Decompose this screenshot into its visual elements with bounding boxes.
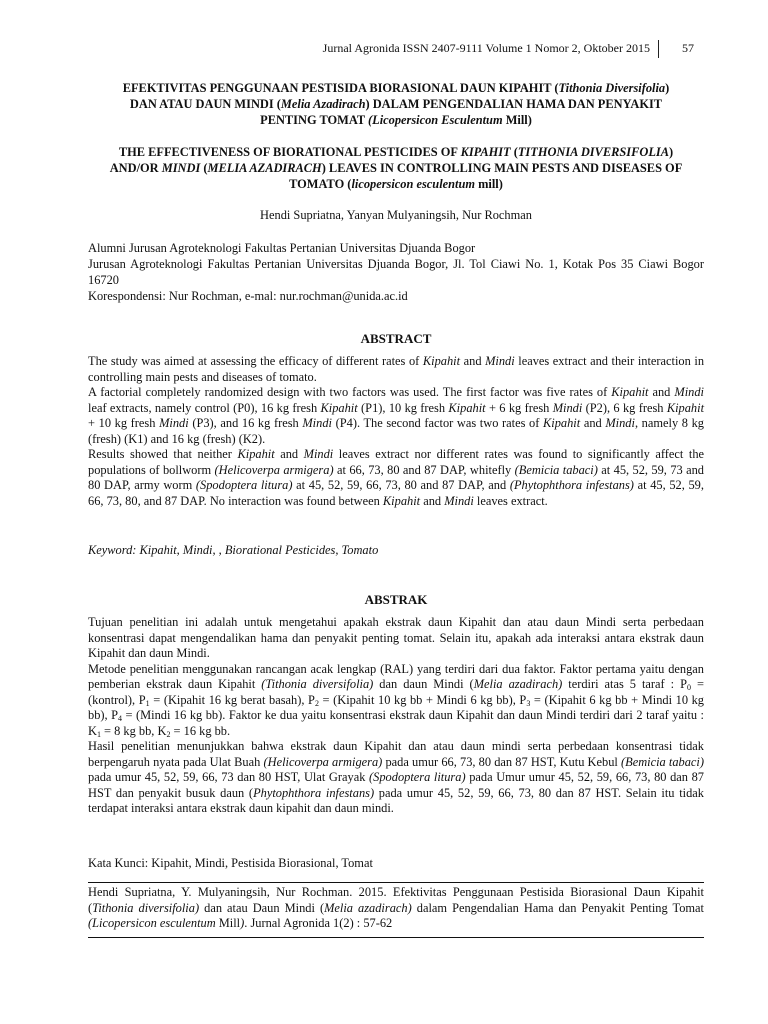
affiliation-line: Alumni Jurusan Agroteknologi Fakultas Pertanian Universitas Djuanda Bogor	[88, 241, 476, 255]
body-text: Metode penelitian menggunakan rancangan acak lengkap (RAL) yang terdiri dari dua faktor. Faktor pertama yaitu dengan pemberian ekstrak daun Kipahit	[88, 661, 704, 691]
body-text: , namely 8 kg (fresh) (K1) and 16 kg (fresh) (K2).	[88, 416, 705, 446]
body-text: A factorial completely randomized design with two factors was used. The first factor was five rates of	[88, 385, 612, 399]
title-id-line-2	[88, 96, 704, 112]
title-text: KIPAHIT	[460, 145, 511, 159]
italic-text: (Helicoverpa armigera)	[214, 462, 334, 477]
abstract-body	[88, 354, 704, 509]
body-text: leaf extracts, namely control (P0), 16 kg fresh	[88, 400, 321, 415]
body-text: and	[274, 447, 304, 461]
body-text: leaves extract.	[473, 493, 548, 508]
body-text: (P1), 10 kg fresh	[357, 400, 449, 415]
italic-text: Mindi	[552, 400, 583, 415]
body-text: = (Kipahit 6 kg bb + Mindi 10 kg bb), P	[88, 692, 704, 722]
abstract-heading: ABSTRACT	[360, 331, 432, 346]
body-text: (P4). The second factor was two rates of	[331, 416, 543, 430]
body-text: Hendi Supriatna, Y. Mulyaningsih, Nur Rochman. 2015. Efektivitas Penggunaan Pestisida Biorasional Daun Kipahit (	[88, 885, 704, 915]
italic-text: )	[240, 916, 245, 930]
journal-header: Jurnal Agronida ISSN 2407-9111 Volume 1 Nomor 2, Oktober 2015	[322, 41, 650, 55]
body-text: (P2), 6 kg fresh	[582, 400, 667, 415]
title-text: PENTING TOMAT	[260, 113, 368, 127]
italic-text: Kipahit	[237, 447, 275, 461]
body-text: dalam Pengendalian Hama dan Penyakit Penting Tomat	[411, 900, 704, 915]
body-text: Mill	[215, 916, 241, 930]
italic-text: Kipahit	[448, 400, 486, 415]
title-id-line-3	[88, 112, 704, 128]
title-text: )	[527, 113, 532, 127]
affiliation-line: Jurusan Agroteknologi Fakultas Pertanian Universitas Djuanda Bogor, Jl. Tol Ciawi No. 1, Kotak Pos 35 Ciawi Bogor 16720	[88, 257, 704, 287]
title-text: EFEKTIVITAS PENGGUNAAN PESTISIDA BIORASIONAL DAUN KIPAHIT (	[122, 81, 559, 95]
body-text: = (Kipahit 10 kg bb + Mindi 6 kg bb), P	[318, 692, 527, 707]
correspondence: Korespondensi: Nur Rochman, e-mal: nur.rochman@unida.ac.id	[88, 289, 408, 303]
italic-text: Tithonia diversifolia)	[92, 900, 200, 915]
subscript-text: 0	[687, 683, 691, 692]
affiliations	[88, 240, 704, 304]
title-text: MINDI	[161, 161, 201, 175]
italic-text: Phytophthora infestans)	[253, 785, 375, 800]
italic-text: (Tithonia diversifolia)	[261, 677, 374, 691]
body-text: and	[648, 385, 675, 399]
italic-text: (Bemicia tabaci)	[621, 754, 705, 769]
abstract-paragraph	[88, 354, 704, 385]
body-text: at 45, 52, 59, 73 and 80 DAP, army worm	[88, 462, 705, 492]
italic-text: Mindi	[605, 416, 635, 430]
italic-text: Mindi	[303, 447, 334, 461]
abstract-paragraph	[88, 447, 704, 509]
body-text: pada umur 66, 73, 80 dan 87 HST, Kutu Kebul	[382, 754, 622, 769]
title-en-line-2	[88, 160, 704, 176]
title-text: )	[665, 81, 670, 95]
citation-top-rule	[88, 882, 704, 883]
italic-text: Mindi	[444, 493, 474, 508]
body-text: = 16 kg bb.	[170, 723, 231, 738]
subscript-text: 1	[96, 729, 101, 739]
title-text: ) LEAVES IN CONTROLLING MAIN PESTS AND DISEASES OF	[321, 161, 683, 175]
italic-text: (Phytophthora infestans)	[509, 478, 634, 492]
title-text: TOMATO (	[289, 177, 352, 191]
body-text: + 10 kg fresh	[88, 416, 160, 430]
italic-text: (Spodoptera litura)	[369, 770, 466, 784]
body-text: at 66, 73, 80 and 87 DAP, whitefly	[333, 462, 515, 477]
body-text: and	[460, 354, 486, 368]
body-text: leaves extract and their interaction in controlling main pests and diseases of tomato.	[88, 354, 705, 384]
body-text: pada umur 45, 52, 59, 66, 73, 80 dan 87 HST. Selain itu tidak terdapat interaksi antara ekstrak daun kipahit dan daun mindi.	[88, 785, 704, 815]
page-number: 57	[682, 41, 694, 55]
italic-text: Mindi	[485, 354, 515, 368]
title-text: MELIA AZADIRACH	[207, 161, 322, 175]
title-text: TITHONIA DIVERSIFOLIA	[517, 145, 669, 159]
body-text: and	[420, 493, 445, 508]
title-id-line-1	[88, 80, 704, 96]
title-text: Mill	[502, 113, 528, 127]
citation	[88, 885, 704, 932]
running-header	[88, 40, 704, 60]
italic-text: (Spodoptera litura)	[195, 478, 293, 492]
author-list: Hendi Supriatna, Yanyan Mulyaningsih, Nur Rochman	[260, 208, 532, 222]
abstrak-paragraph	[88, 662, 704, 740]
title-text: DAN ATAU DAUN MINDI (	[129, 97, 281, 111]
body-text: The study was aimed at assessing the efficacy of different rates of	[88, 354, 423, 368]
italic-text: Melia azadirach)	[473, 677, 563, 691]
abstrak-paragraph	[88, 739, 704, 817]
title-text: Melia Azadirach	[280, 97, 366, 111]
title-text: (Licopersicon Esculentum	[368, 113, 503, 127]
title-en-line-1	[88, 144, 704, 160]
abstract-paragraph	[88, 385, 704, 447]
subscript-text: 1	[145, 698, 150, 708]
body-text: dan daun Mindi (	[373, 677, 474, 691]
body-text: = (Kipahit 16 kg berat basah), P	[149, 692, 315, 707]
title-indonesian	[88, 80, 704, 128]
title-text: ) DALAM PENGENDALIAN HAMA DAN PENYAKIT	[365, 97, 663, 111]
body-text: dan atau Daun Mindi (	[199, 900, 325, 915]
italic-text: Melia azadirach)	[324, 900, 412, 915]
body-text: Hasil penelitian menunjukkan bahwa ekstrak daun Kipahit dan atau daun mindi serta perbedaan konsentrasi tidak berpengaruh nyata pada Ulat Buah	[88, 739, 704, 769]
body-text: terdiri atas 5 taraf : P	[562, 677, 687, 691]
title-text: licopersicon esculentum	[351, 177, 475, 191]
body-text: at 45, 52, 59, 66, 73, 80, and 87 DAP. No interaction was found between	[88, 478, 704, 508]
title-text: (	[200, 161, 208, 175]
subscript-text: 2	[314, 698, 319, 708]
italic-text: Kipahit	[422, 354, 461, 368]
title-english	[88, 144, 704, 192]
title-text: Tithonia Diversifolia	[558, 81, 666, 95]
body-text: at 45, 52, 59, 66, 73, 80 and 87 DAP, and	[292, 478, 510, 492]
subscript-text: 2	[166, 729, 171, 739]
title-en-line-3	[88, 176, 704, 192]
italic-text: Kipahit	[320, 400, 358, 415]
body-text: pada umur 45, 52, 59, 66, 73 dan 80 HST, Ulat Grayak	[88, 770, 370, 784]
keywords-en: Keyword: Kipahit, Mindi, , Biorational Pesticides, Tomato	[88, 543, 379, 557]
italic-text: Kipahit	[666, 400, 705, 415]
abstrak-paragraph	[88, 615, 704, 662]
body-text: = (Mindi 16 kg bb). Faktor ke dua yaitu konsentrasi ekstrak daun Kipahit dan daun Mindi terdiri dari 2 taraf yaitu : K	[88, 708, 704, 738]
title-text: mill)	[475, 177, 503, 191]
italic-text: Mindi	[159, 416, 189, 430]
italic-text: Kipahit	[611, 385, 649, 399]
citation-bottom-rule	[88, 937, 704, 938]
body-text: (P3), and 16 kg fresh	[188, 416, 303, 430]
title-text: THE EFFECTIVENESS OF BIORATIONAL PESTICIDES OF	[118, 145, 461, 159]
italic-text: Kipahit	[382, 493, 421, 508]
body-text: leaves extract nor different rates was found to significantly affect the populations of bollworm	[88, 447, 705, 477]
italic-text: (Licopersicon esculentum	[88, 916, 216, 930]
title-text: (	[510, 145, 518, 159]
body-text: pada Umur umur 45, 52, 59, 66, 73, 80 dan 87 HST dan penyakit busuk daun (	[88, 770, 704, 800]
italic-text: (Bemicia tabaci)	[514, 462, 598, 477]
header-divider	[658, 40, 659, 58]
italic-text: Mindi	[674, 385, 705, 399]
body-text: = 8 kg bb, K	[100, 723, 167, 738]
body-text: = (kontrol), P	[88, 677, 704, 707]
abstrak-heading: ABSTRAK	[364, 592, 428, 607]
subscript-text: 3	[526, 698, 531, 708]
body-text: . Jurnal Agronida 1(2) : 57-62	[244, 916, 393, 930]
body-text: + 6 kg fresh	[485, 400, 553, 415]
body-text: Results showed that neither	[88, 447, 238, 461]
italic-text: (Helicoverpa armigera)	[263, 754, 383, 769]
italic-text: Kipahit	[543, 416, 581, 430]
body-text: and	[580, 416, 606, 430]
title-text: AND/OR	[109, 161, 162, 175]
italic-text: Mindi	[302, 416, 332, 430]
keywords-id: Kata Kunci: Kipahit, Mindi, Pestisida Biorasional, Tomat	[88, 856, 373, 870]
title-text: )	[669, 145, 674, 159]
subscript-text: 4	[118, 714, 123, 723]
body-text: Tujuan penelitian ini adalah untuk mengetahui apakah ekstrak daun Kipahit dan atau daun Mindi serta perbedaan konsentrasi dapat mengendalikan hama dan penyakit penting tomat. Selain itu, apakah ada interaksi antara ekstrak daun Kipahit dan daun Mindi.	[88, 615, 704, 660]
abstrak-body	[88, 615, 704, 817]
